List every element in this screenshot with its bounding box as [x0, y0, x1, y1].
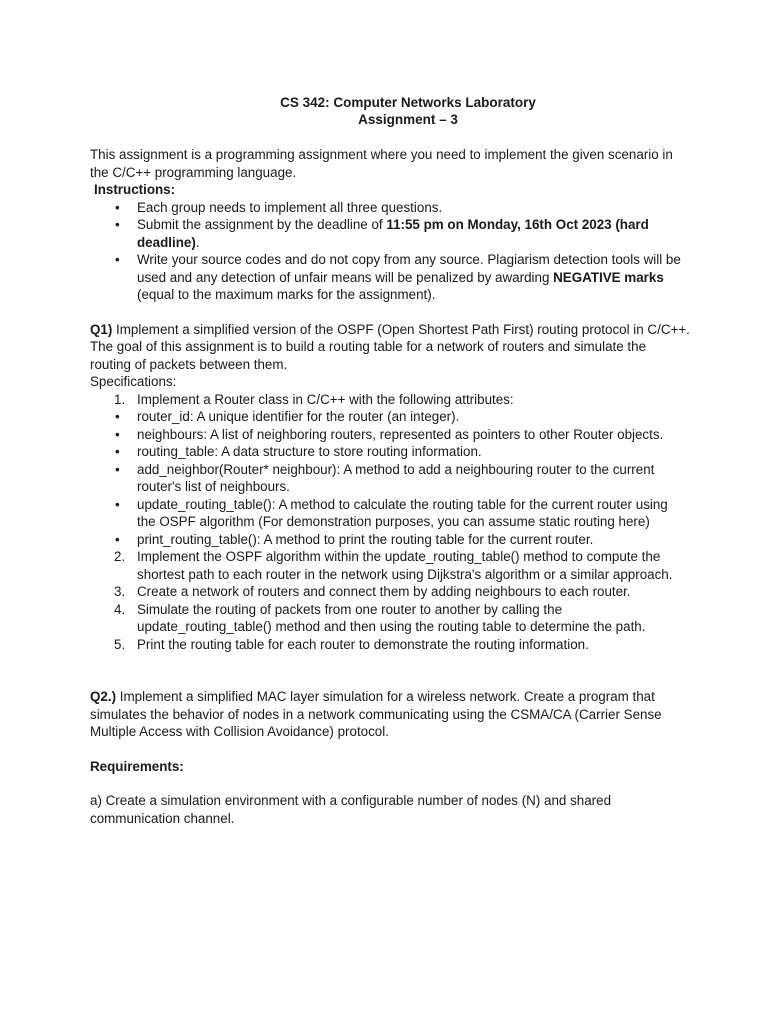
penalty-text: NEGATIVE marks — [553, 269, 664, 285]
course-title: CS 342: Computer Networks Laboratory — [280, 95, 536, 110]
instruction-text: Each group needs to implement all three questions. — [137, 199, 443, 215]
attribute-item — [90, 496, 690, 531]
step-number: 4. — [114, 601, 126, 617]
step-text: Print the routing table for each router to demonstrate the routing information. — [137, 636, 589, 652]
step-number: 1. — [114, 391, 126, 407]
attribute-text: neighbours: A list of neighboring routers, represented as pointers to other Router objects. — [137, 426, 664, 442]
attribute-text: router_id: A unique identifier for the router (an integer). — [137, 409, 460, 424]
instruction-item — [90, 251, 690, 304]
instruction-item — [90, 199, 690, 217]
step-text: Implement a Router class in C/C++ with the following attributes: — [137, 391, 514, 407]
q2-label: Q2.) — [90, 689, 117, 704]
instruction-item — [90, 216, 690, 251]
requirements-heading: Requirements: — [90, 758, 184, 774]
instructions-list — [90, 199, 690, 304]
instruction-text: Submit the assignment by the deadline of — [137, 217, 387, 232]
attribute-text: update_routing_table(): A method to calculate the routing table for the current router using the OSPF algorithm (For demonstration purposes, you can assume static routing here) — [137, 496, 668, 529]
attribute-item — [90, 443, 690, 461]
attribute-item — [90, 408, 690, 426]
spec-step — [90, 601, 690, 636]
spec-step — [90, 583, 690, 601]
step-text: Create a network of routers and connect them by adding neighbours to each router. — [137, 584, 631, 599]
spec-step — [90, 636, 690, 654]
q1-paragraph — [90, 321, 690, 374]
assignment-title: Assignment – 3 — [358, 112, 458, 127]
q2-paragraph — [90, 688, 690, 741]
step-text: Implement the OSPF algorithm within the update_routing_table() method to compute the shortest path to each router in the network using Dijkstra's algorithm or a similar approach. — [137, 549, 673, 582]
instruction-text: (equal to the maximum marks for the assignment). — [137, 287, 436, 302]
step-number: 3. — [114, 584, 126, 599]
step-number: 5. — [114, 636, 126, 652]
attribute-item — [90, 426, 690, 444]
instruction-text: Write your source codes and do not copy from any source. Plagiarism detection tools will be used and any detection of unfair means will be penalized by awarding — [137, 252, 681, 285]
step-number: 2. — [114, 549, 126, 564]
attribute-item — [90, 461, 690, 496]
q1-text: Implement a simplified version of the OSPF (Open Shortest Path First) routing protocol in C/C++. The goal of this assignment is to build a routing table for a network of routers and simulate the routing of packets between them. — [90, 321, 690, 372]
instructions-heading: Instructions: — [94, 182, 176, 197]
q2-text: Implement a simplified MAC layer simulation for a wireless network. Create a program that simulates the behavior of nodes in a network communicating using the CSMA/CA (Carrier Sense Multiple Access with Collision Avoidance) protocol. — [90, 689, 662, 739]
attribute-text: add_neighbor(Router* neighbour): A method to add a neighbouring router to the current router's list of neighbours. — [137, 461, 655, 494]
attribute-item — [90, 531, 690, 549]
attribute-text: print_routing_table(): A method to print the routing table for the current router. — [137, 531, 594, 547]
requirement-a: a) Create a simulation environment with a configurable number of nodes (N) and shared communication channel. — [90, 793, 612, 826]
document-title-block — [0, 94, 768, 128]
intro-paragraph: This assignment is a programming assignment where you need to implement the given scenario in the C/C++ programming language. — [90, 147, 673, 180]
q1-label: Q1) — [90, 321, 113, 337]
document-body — [90, 146, 690, 827]
deadline-text: 11:55 pm on Monday, 16th Oct 2023 (hard deadline) — [137, 217, 649, 250]
instruction-text: . — [195, 234, 200, 250]
q1-spec-heading: Specifications: — [90, 374, 177, 389]
q1-spec-list — [90, 391, 690, 654]
spec-step — [90, 391, 690, 409]
attribute-text: routing_table: A data structure to store routing information. — [137, 444, 482, 459]
spec-step — [90, 548, 690, 583]
step-text: Simulate the routing of packets from one router to another by calling the update_routing_table() method and then using the routing table to determine the path. — [137, 601, 646, 634]
